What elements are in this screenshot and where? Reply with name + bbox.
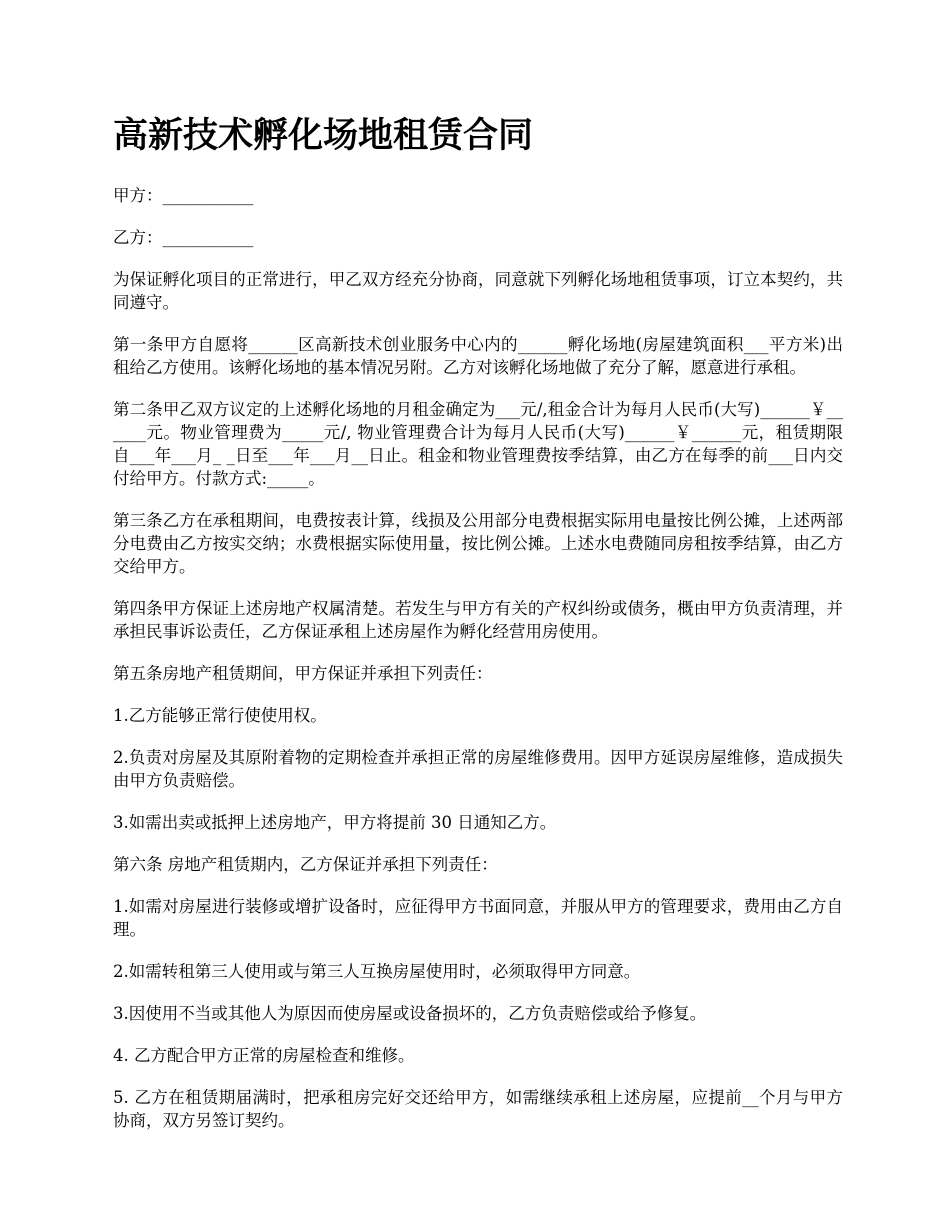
document-body xyxy=(113,112,843,1151)
article-6-item-2: 2.如需转租第三人使用或与第三人互换房屋使用时，必须取得甲方同意。 xyxy=(113,962,641,981)
article-5-item-1: 1.乙方能够正常行使使用权。 xyxy=(113,706,327,725)
article-6-item-1: 1.如需对房屋进行装修或增扩设备时，应征得甲方书面同意，并服从甲方的管理要求，费用由乙方自理。 xyxy=(113,897,843,939)
article-2-paragraph: 第二条甲乙双方议定的上述孵化场地的月租金确定为___元/,租金合计为每月人民币(大写)______￥______元。物业管理费为_____元/, 物业管理费合计为每月人民币(大写)______￥______元，租赁期限自___年___月_ _日至___年___月__日止。租金和物业管理费按季结算，由乙方在每季的前___日内交付给甲方。付款方式:_____。 xyxy=(113,400,843,488)
article-3-paragraph: 第三条乙方在承租期间，电费按表计算，线损及公用部分电费根据实际用电量按比例公摊，上述两部分电费由乙方按实交纳；水费根据实际使用量，按比例公摊。上述水电费随同房租按季结算，由乙方交给甲方。 xyxy=(113,511,843,576)
article-5-heading: 第五条房地产租赁期间，甲方保证并承担下列责任： xyxy=(113,664,493,683)
article-6-item-3: 3.因使用不当或其他人为原因而使房屋或设备损坏的，乙方负责赔偿或给予修复。 xyxy=(113,1004,707,1023)
article-6-heading: 第六条 房地产租赁期内，乙方保证并承担下列责任： xyxy=(113,855,498,874)
article-1-paragraph: 第一条甲方自愿将______区高新技术创业服务中心内的______孵化场地(房屋建筑面积___平方米)出租给乙方使用。该孵化场地的基本情况另附。乙方对该孵化场地做了充分了解，愿意进行承租。 xyxy=(113,335,843,377)
article-5-item-2: 2.负责对房屋及其原附着物的定期检查并承担正常的房屋维修费用。因甲方延误房屋维修，造成损失由甲方负责赔偿。 xyxy=(113,748,843,790)
party-a-line: 甲方：___________ xyxy=(113,186,254,205)
article-6-item-4: 4. 乙方配合甲方正常的房屋检查和维修。 xyxy=(113,1046,415,1065)
document-title: 高新技术孵化场地租赁合同 xyxy=(113,115,534,156)
article-4-paragraph: 第四条甲方保证上述房地产权属清楚。若发生与甲方有关的产权纠纷或债务，概由甲方负责清理，并承担民事诉讼责任，乙方保证承租上述房屋作为孵化经营用房使用。 xyxy=(113,599,843,641)
article-5-item-3: 3.如需出卖或抵押上述房地产，甲方将提前 30 日通知乙方。 xyxy=(113,813,557,832)
article-6-item-5: 5. 乙方在租赁期届满时，把承租房完好交还给甲方，如需继续承租上述房屋，应提前__个月与甲方协商，双方另签订契约。 xyxy=(113,1088,843,1130)
party-b-line: 乙方：___________ xyxy=(113,228,254,247)
preamble-paragraph: 为保证孵化项目的正常进行，甲乙双方经充分协商，同意就下列孵化场地租赁事项，订立本契约，共同遵守。 xyxy=(113,270,843,312)
